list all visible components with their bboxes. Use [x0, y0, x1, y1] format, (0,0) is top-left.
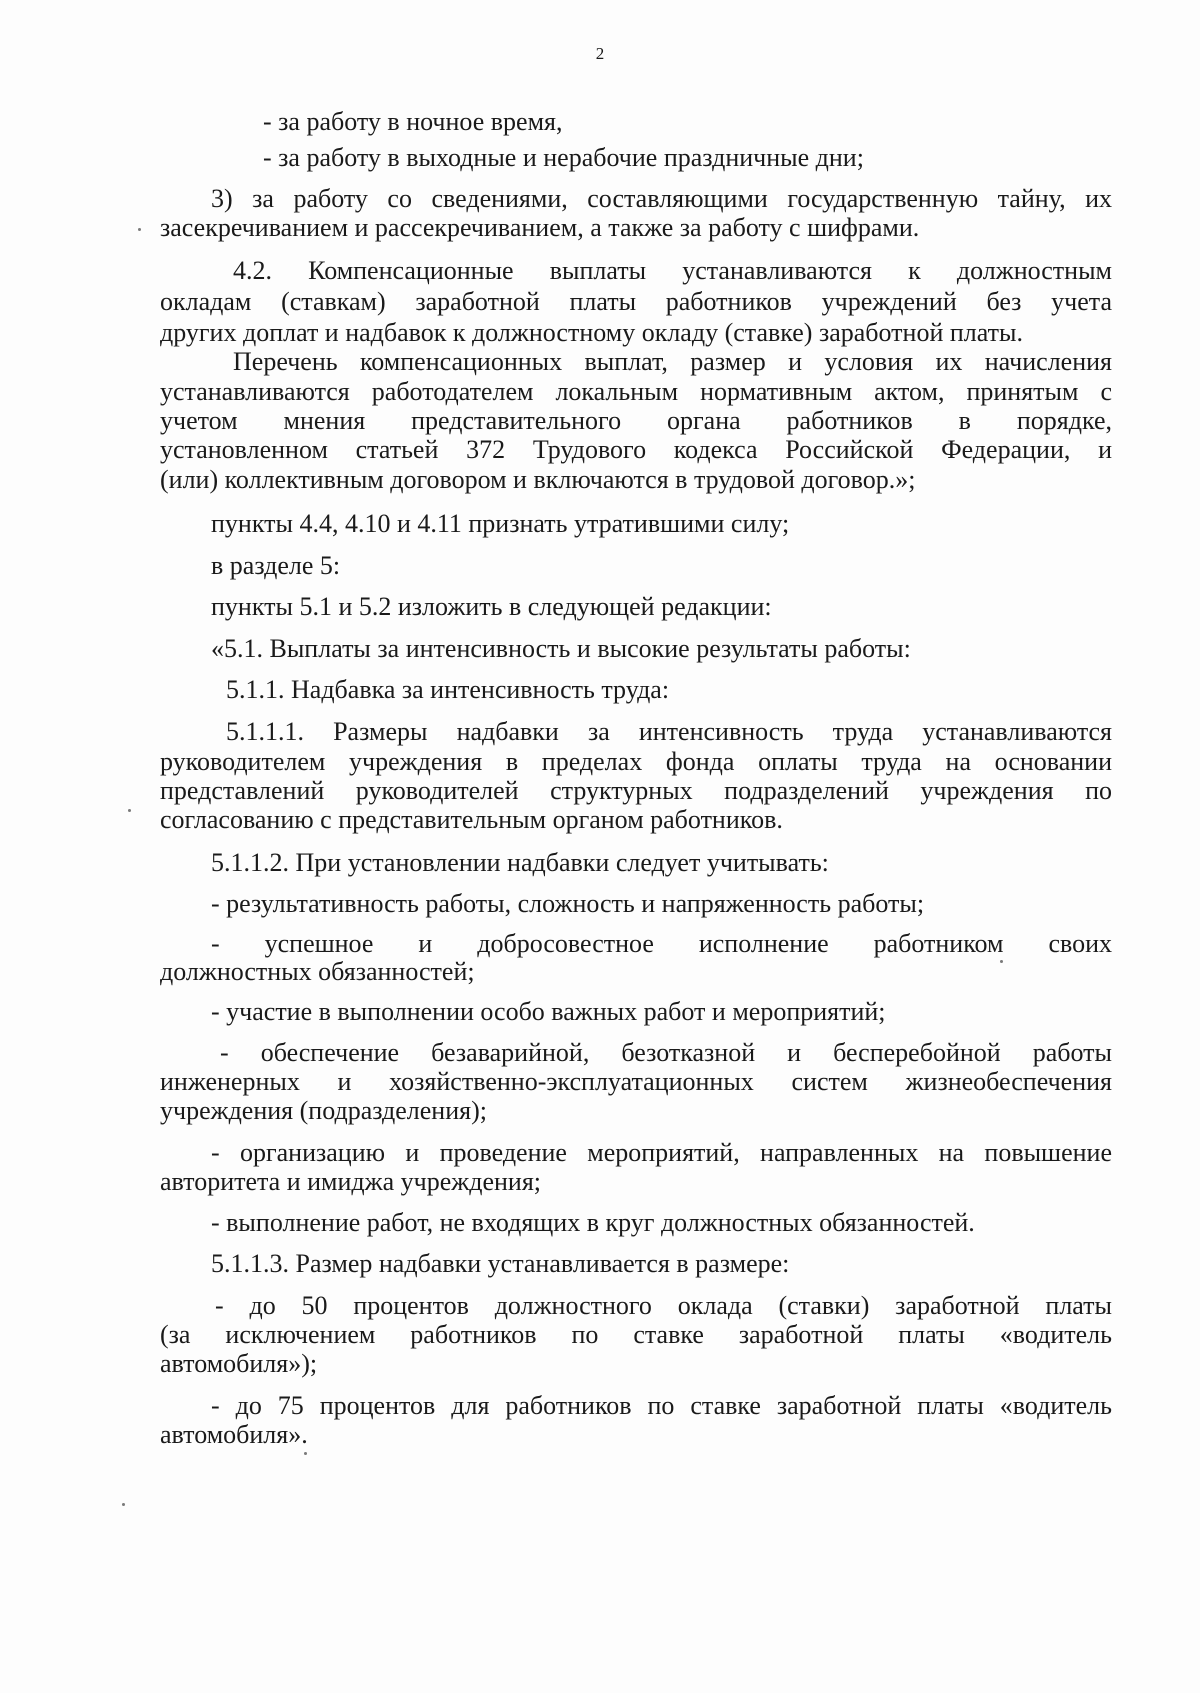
list-item-events-line-1: - организацию и проведение мероприятий, направленных на повышение: [211, 1138, 1112, 1167]
paragraph-5-1-1-1-line-2: руководителем учреждения в пределах фонда оплаты труда на основании: [160, 747, 1112, 776]
scan-speck: [122, 1503, 125, 1506]
paragraph-4-2-line-2: окладам (ставкам) заработной платы работников учреждений без учета: [160, 287, 1112, 316]
list-item-important-works: - участие в выполнении особо важных работ и мероприятий;: [211, 997, 886, 1026]
list-item-holiday-work: - за работу в выходные и нерабочие праздничные дни;: [263, 143, 864, 172]
list-item-extra-works: - выполнение работ, не входящих в круг должностных обязанностей.: [211, 1208, 975, 1237]
scan-speck: [138, 228, 141, 231]
scan-speck: [128, 809, 131, 812]
paragraph-5-1-1-2: 5.1.1.2. При установлении надбавки следует учитывать:: [211, 848, 829, 877]
paragraph-5-1-1-1-line-1: 5.1.1.1. Размеры надбавки за интенсивность труда устанавливаются: [226, 717, 1112, 746]
paragraph-compensation-list-line-5: (или) коллективным договором и включаются в трудовой договор.»;: [160, 465, 916, 494]
paragraph-compensation-list-line-4: установленном статьей 372 Трудового кодекса Российской Федерации, и: [160, 435, 1112, 464]
paragraph-compensation-list-line-1: Перечень компенсационных выплат, размер и условия их начисления: [233, 347, 1112, 376]
heading-5-1: «5.1. Выплаты за интенсивность и высокие результаты работы:: [211, 634, 911, 663]
list-item-50-percent-line-1: - до 50 процентов должностного оклада (ставки) заработной платы: [215, 1291, 1112, 1320]
list-item-75-percent-line-1: - до 75 процентов для работников по ставке заработной платы «водитель: [211, 1391, 1112, 1420]
list-item-75-percent-line-2: автомобиля».: [160, 1420, 308, 1449]
paragraph-5-1-1-3: 5.1.1.3. Размер надбавки устанавливается в размере:: [211, 1249, 790, 1278]
list-item-duties-line-2: должностных обязанностей;: [160, 957, 475, 986]
paragraph-5-1-1-1-line-4: согласованию с представительным органом работников.: [160, 805, 783, 834]
paragraph-state-secret-line-1: 3) за работу со сведениями, составляющими государственную тайну, их: [211, 184, 1112, 213]
list-item-duties-line-1: - успешное и добросовестное исполнение работником своих: [211, 929, 1112, 958]
list-item-events-line-2: авторитета и имиджа учреждения;: [160, 1167, 542, 1196]
list-item-systems-line-2: инженерных и хозяйственно-эксплуатационных систем жизнеобеспечения: [160, 1067, 1112, 1096]
paragraph-compensation-list-line-2: устанавливаются работодателем локальным нормативным актом, принятым с: [160, 377, 1112, 406]
list-item-systems-line-3: учреждения (подразделения);: [160, 1096, 487, 1125]
list-item-night-work: - за работу в ночное время,: [263, 107, 563, 136]
scan-speck: [304, 1452, 307, 1455]
paragraph-state-secret-line-2: засекречиванием и рассекречиванием, а также за работу с шифрами.: [160, 213, 920, 242]
paragraph-5-1-1-1-line-3: представлений руководителей структурных подразделений учреждения по: [160, 776, 1112, 805]
paragraph-4-2-line-1: 4.2. Компенсационные выплаты устанавливаются к должностным: [233, 256, 1112, 285]
heading-5-1-1: 5.1.1. Надбавка за интенсивность труда:: [226, 675, 670, 704]
list-item-systems-line-1: - обеспечение безаварийной, безотказной и бесперебойной работы: [220, 1038, 1112, 1067]
paragraph-section-5: в разделе 5:: [211, 551, 341, 580]
list-item-50-percent-line-2: (за исключением работников по ставке заработной платы «водитель: [160, 1320, 1112, 1349]
paragraph-new-edition: пункты 5.1 и 5.2 изложить в следующей редакции:: [211, 592, 772, 621]
paragraph-items-void: пункты 4.4, 4.10 и 4.11 признать утратившими силу;: [211, 509, 790, 538]
list-item-effectiveness: - результативность работы, сложность и напряженность работы;: [211, 889, 925, 918]
paragraph-4-2-line-3: других доплат и надбавок к должностному окладу (ставке) заработной платы.: [160, 318, 1023, 347]
page-number: 2: [595, 44, 605, 63]
paragraph-compensation-list-line-3: учетом мнения представительного органа работников в порядке,: [160, 406, 1112, 435]
scan-speck: [1000, 960, 1003, 963]
list-item-50-percent-line-3: автомобиля»);: [160, 1349, 318, 1378]
